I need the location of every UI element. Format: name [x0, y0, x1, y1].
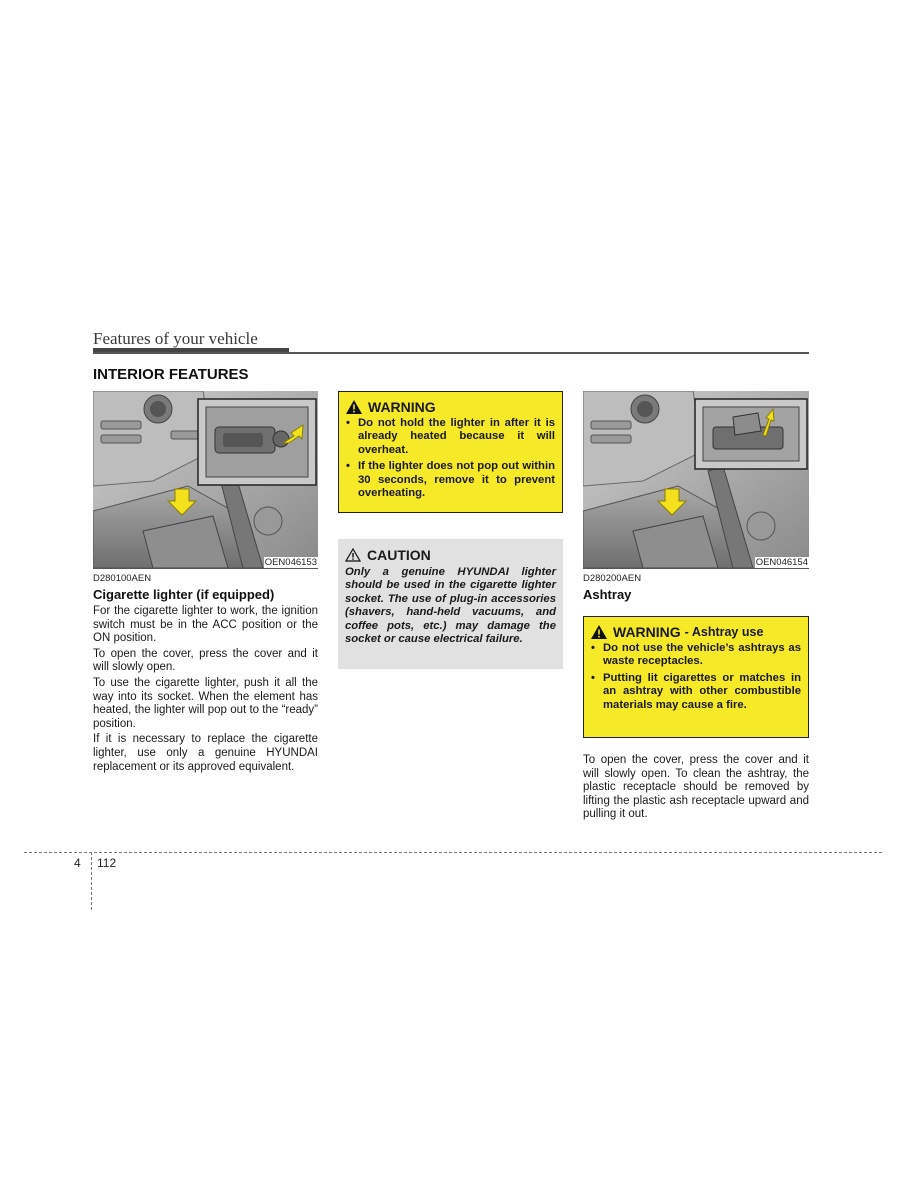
- cigarette-lighter-heading: Cigarette lighter (if equipped): [93, 587, 275, 602]
- footer-rule: [24, 852, 882, 853]
- cigarette-lighter-figure: [93, 391, 318, 569]
- warning-bullet: • Putting lit cigarettes or matches in an ashtray with other combustible materials may cause a fire.: [591, 671, 801, 711]
- paragraph: To open the cover, press the cover and it will slowly open.: [93, 647, 318, 674]
- cigarette-lighter-body: [93, 605, 318, 776]
- caution-text: Only a genuine HYUNDAI lighter should be used in the cigarette lighter socket. The use of plug-in accessories (shavers, hand-held vacuums, and coffee pots, etc.) may damage the socket or cause electrical failure.: [345, 566, 556, 646]
- figure-code: OEN046154: [755, 557, 808, 568]
- page-number: 112: [97, 856, 117, 870]
- warning-box-ashtray: [583, 616, 809, 738]
- header-rule: [93, 352, 809, 354]
- doc-code: D280100AEN: [93, 573, 152, 584]
- warning-bullet: • Do not hold the lighter in after it is already heated because it will overheat.: [346, 417, 555, 456]
- figure-code: OEN046153: [264, 557, 317, 568]
- warning-bullet: • If the lighter does not pop out within 30 seconds, remove it to prevent overheating.: [346, 460, 555, 500]
- ashtray-illustration: [583, 391, 809, 568]
- ashtray-figure: [583, 391, 809, 569]
- paragraph: To use the cigarette lighter, push it all the way into its socket. When the element has heated, the lighter will pop out to the “ready” position.: [93, 676, 318, 730]
- warning-bullet: • Do not use the vehicle’s ashtrays as waste receptacles.: [591, 642, 801, 668]
- warning-subtitle: - Ashtray use: [684, 625, 764, 639]
- warning-title: WARNING: [613, 624, 681, 640]
- ashtray-body: To open the cover, press the cover and it will slowly open. To clean the ashtray, the plastic receptacle should be removed by lifting the plastic ash receptacle upward and pulling it out.: [583, 754, 809, 821]
- caution-title: CAUTION: [367, 547, 431, 563]
- warning-box-lighter: [338, 391, 563, 513]
- warning-triangle-icon: [346, 400, 362, 414]
- warning-title: WARNING: [368, 399, 436, 415]
- cigarette-lighter-illustration: [93, 391, 318, 568]
- chapter-number: 4: [74, 856, 81, 870]
- page-header-title: Features of your vehicle: [93, 329, 258, 348]
- footer-divider: [91, 852, 92, 910]
- caution-triangle-icon: [345, 548, 361, 562]
- warning-triangle-icon: [591, 625, 607, 639]
- ashtray-heading: Ashtray: [583, 587, 632, 602]
- section-title: INTERIOR FEATURES: [93, 366, 249, 383]
- paragraph: If it is necessary to replace the cigarette lighter, use only a genuine HYUNDAI replacement or its approved equivalent.: [93, 733, 318, 773]
- paragraph: For the cigarette lighter to work, the ignition switch must be in the ACC position or the ON position.: [93, 605, 318, 645]
- caution-box: [338, 539, 563, 669]
- doc-code: D280200AEN: [583, 573, 642, 584]
